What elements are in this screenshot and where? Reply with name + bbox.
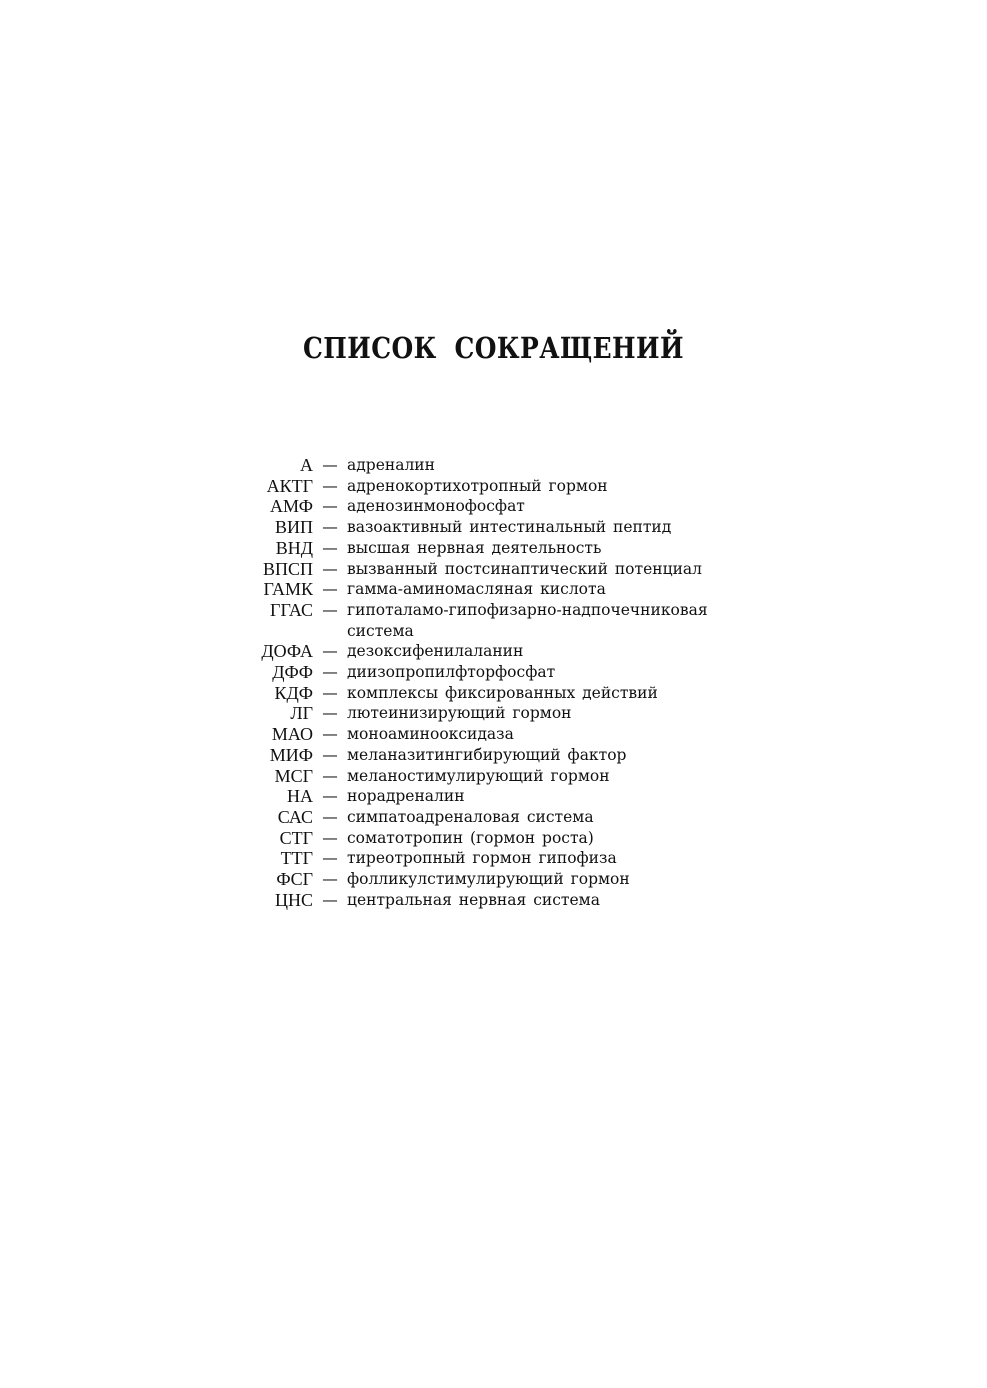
abbreviation-term: ГГАС	[270, 599, 313, 620]
abbreviation-definition: комплексы фиксированных действий	[347, 683, 658, 702]
abbreviation-term: ДОФА	[261, 641, 313, 662]
abbreviation-definition: меланостимулирующий гормон	[347, 766, 610, 785]
abbreviation-definition: тиреотропный гормон гипофиза	[347, 849, 617, 868]
abbreviation-definition: норадреналин	[347, 787, 465, 806]
abbreviation-row	[200, 476, 820, 497]
abbreviation-definition: центральная нервная система	[347, 890, 600, 909]
abbreviation-definition: гипоталамо-гипофизарно-надпочечниковая система	[347, 600, 708, 640]
abbreviation-dash: —	[322, 745, 338, 764]
abbreviation-term: КДФ	[274, 682, 313, 703]
abbreviation-dash: —	[322, 497, 338, 516]
abbreviation-definition: адреналин	[347, 456, 435, 474]
abbreviation-term: АКТГ	[266, 475, 313, 496]
abbreviation-definition: вызванный постсинаптический потенциал	[347, 559, 702, 578]
abbreviation-row	[200, 662, 820, 683]
abbreviation-term: АМФ	[270, 496, 313, 517]
abbreviation-definition: фолликулстимулирующий гормон	[347, 870, 630, 889]
abbreviation-row	[200, 703, 820, 724]
abbreviation-definition: высшая нервная деятельность	[347, 538, 602, 557]
abbreviation-term: ВНД	[275, 537, 313, 558]
abbreviation-row	[200, 807, 820, 828]
abbreviation-definition: моноаминооксидаза	[347, 725, 514, 744]
abbreviation-dash: —	[322, 787, 338, 806]
abbreviation-row	[200, 683, 820, 704]
abbreviation-dash: —	[322, 725, 338, 744]
page-title: СПИСОК СОКРАЩЕНИЙ	[302, 331, 685, 365]
abbreviation-definition: симпатоадреналовая система	[347, 807, 594, 826]
abbreviation-row	[200, 600, 820, 641]
abbreviation-definition: аденозинмонофосфат	[347, 497, 525, 516]
abbreviation-list	[200, 455, 820, 910]
abbreviation-dash: —	[322, 580, 338, 599]
abbreviation-dash: —	[322, 476, 338, 495]
abbreviation-dash: —	[322, 849, 338, 868]
abbreviation-term: ЦНС	[274, 889, 313, 910]
abbreviation-definition: адренокортихотропный гормон	[347, 476, 608, 495]
abbreviation-row	[200, 579, 820, 600]
abbreviation-definition: соматотропин (гормон роста)	[347, 828, 594, 847]
abbreviation-term: ВПСП	[262, 558, 313, 579]
abbreviation-row	[200, 848, 820, 869]
abbreviation-term: ГАМК	[263, 579, 313, 600]
abbreviation-dash: —	[322, 559, 338, 578]
abbreviation-definition: дезоксифенилаланин	[347, 642, 524, 661]
abbreviation-term: ДФФ	[272, 662, 313, 683]
abbreviation-dash: —	[322, 870, 338, 889]
abbreviation-row	[200, 766, 820, 787]
abbreviation-term: МИФ	[269, 744, 313, 765]
abbreviation-term: ФСГ	[276, 869, 313, 890]
abbreviation-row	[200, 559, 820, 580]
abbreviation-row	[200, 517, 820, 538]
abbreviation-definition: вазоактивный интестинальный пептид	[347, 518, 672, 537]
abbreviation-dash: —	[322, 683, 338, 702]
abbreviation-definition: диизопропилфторфосфат	[347, 663, 556, 682]
abbreviation-dash: —	[322, 828, 338, 847]
abbreviation-row	[200, 496, 820, 517]
abbreviation-definition: гамма-аминомасляная кислота	[347, 580, 606, 599]
abbreviation-row	[200, 641, 820, 662]
abbreviation-dash: —	[322, 807, 338, 826]
abbreviation-row	[200, 869, 820, 890]
abbreviation-dash: —	[322, 642, 338, 661]
abbreviation-dash: —	[322, 663, 338, 682]
abbreviation-definition: лютеинизирующий гормон	[347, 704, 572, 723]
abbreviation-term: А	[300, 455, 313, 475]
abbreviation-term: СТГ	[279, 827, 313, 848]
abbreviation-term: САС	[277, 806, 313, 827]
abbreviation-term: МАО	[271, 724, 313, 745]
abbreviation-row	[200, 786, 820, 807]
abbreviation-row	[200, 724, 820, 745]
abbreviation-row	[200, 538, 820, 559]
abbreviation-term: НА	[287, 786, 313, 807]
abbreviation-term: ЛГ	[290, 703, 313, 724]
abbreviation-term: МСГ	[274, 765, 313, 786]
abbreviation-row	[200, 890, 820, 911]
abbreviation-dash: —	[322, 766, 338, 785]
abbreviation-dash: —	[322, 704, 338, 723]
abbreviation-dash: —	[322, 538, 338, 557]
abbreviation-row	[200, 455, 820, 476]
abbreviation-dash: —	[322, 456, 338, 474]
abbreviation-term: ТТГ	[280, 848, 313, 869]
abbreviation-row	[200, 745, 820, 766]
abbreviation-dash: —	[322, 518, 338, 537]
abbreviation-dash: —	[322, 890, 338, 909]
abbreviation-term: ВИП	[274, 517, 313, 538]
abbreviation-definition: меланазитингибирующий фактор	[347, 745, 627, 764]
abbreviation-dash: —	[322, 600, 338, 619]
abbreviation-row	[200, 828, 820, 849]
